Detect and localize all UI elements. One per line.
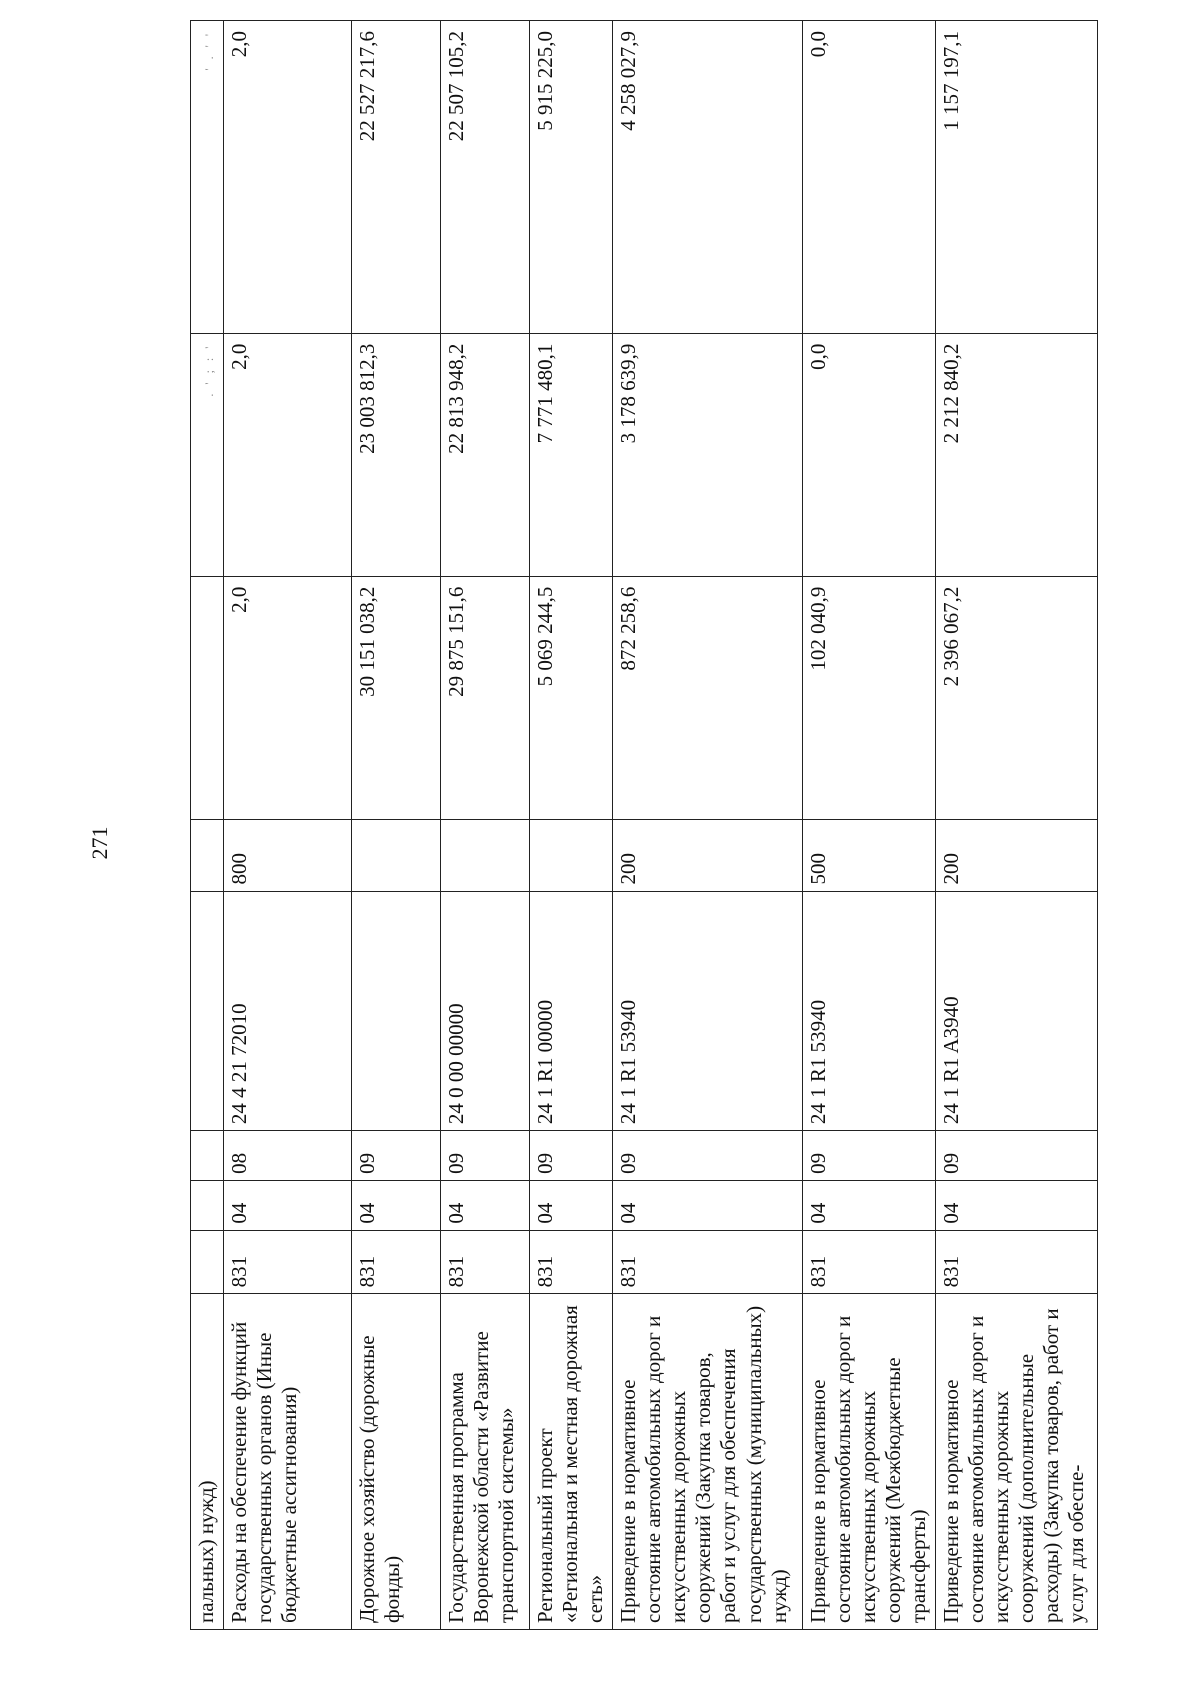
row-description: Приведение в нормативное состояние автомобильных дорог и искусственных дорожных сооружений (Закупка товаров, работ и услуг для обеспечения государственных (муниципальных) нужд) [612,1294,802,1630]
table-row [441,21,530,1630]
expense-type-code [352,819,441,891]
amount-year-1: 2 396 067,2 [935,576,1097,819]
grbs-code: 831 [441,1230,530,1294]
target-article-code: 24 0 00 00000 [441,891,530,1131]
row-description: Приведение в нормативное состояние автомобильных дорог и искусственных дорожных сооружений (Межбюджетные трансферты) [802,1294,935,1630]
amount-year-3: 4 258 027,9 [612,21,802,334]
subsection-code: 09 [441,1131,530,1181]
grbs-code: 831 [530,1230,613,1294]
section-code: 04 [352,1180,441,1230]
header-mark: . ' ; : ' [191,333,224,576]
table-row [802,21,935,1630]
expense-type-code: 200 [935,819,1097,891]
target-article-code: 24 1 R1 00000 [530,891,613,1131]
row-description: Расходы на обеспечение функций государственных органов (Иные бюджетные ассигнования) [224,1294,352,1630]
empty-cell [191,819,224,891]
section-code: 04 [802,1180,935,1230]
page-number: 271 [87,826,112,860]
target-article-code: 24 1 R1 53940 [612,891,802,1131]
empty-cell [191,891,224,1131]
table-row [352,21,441,1630]
amount-year-1: 30 151 038,2 [352,576,441,819]
amount-year-3: 22 527 217,6 [352,21,441,334]
expense-type-code [441,819,530,891]
table-row [530,21,613,1630]
amount-year-2: 3 178 639,9 [612,333,802,576]
amount-year-1: 102 040,9 [802,576,935,819]
subsection-code: 09 [352,1131,441,1181]
amount-year-2: 7 771 480,1 [530,333,613,576]
header-mark: ' . ' ' [191,21,224,334]
subsection-code: 08 [224,1131,352,1181]
amount-year-2: 0,0 [802,333,935,576]
target-article-code: 24 1 R1 53940 [802,891,935,1131]
continuation-cell: пальных) нужд) [191,1294,224,1630]
section-code: 04 [530,1180,613,1230]
table-row-continuation [191,21,224,1630]
expense-type-code [530,819,613,891]
target-article-code: 24 1 R1 A3940 [935,891,1097,1131]
empty-cell [191,576,224,819]
expense-type-code: 800 [224,819,352,891]
row-description: Приведение в нормативное состояние автомобильных дорог и искусственных дорожных сооружений (дополнительные расходы) (Закупка товаров, работ и услуг для обеспе- [935,1294,1097,1630]
subsection-code: 09 [802,1131,935,1181]
target-article-code [352,891,441,1131]
subsection-code: 09 [530,1131,613,1181]
empty-cell [191,1131,224,1181]
amount-year-1: 2,0 [224,576,352,819]
grbs-code: 831 [935,1230,1097,1294]
section-code: 04 [612,1180,802,1230]
grbs-code: 831 [802,1230,935,1294]
subsection-code: 09 [612,1131,802,1181]
amount-year-3: 5 915 225,0 [530,21,613,334]
expense-type-code: 500 [802,819,935,891]
amount-year-2: 2,0 [224,333,352,576]
target-article-code: 24 4 21 72010 [224,891,352,1131]
budget-table-rotated [190,20,1098,1630]
table-row [935,21,1097,1630]
section-code: 04 [224,1180,352,1230]
row-description: Дорожное хозяйство (дорожные фонды) [352,1294,441,1630]
amount-year-2: 2 212 840,2 [935,333,1097,576]
expense-type-code: 200 [612,819,802,891]
amount-year-3: 0,0 [802,21,935,334]
amount-year-2: 22 813 948,2 [441,333,530,576]
section-code: 04 [441,1180,530,1230]
budget-table [190,20,1098,1630]
row-description: Региональный проект «Региональная и местная дорожная сеть» [530,1294,613,1630]
empty-cell [191,1230,224,1294]
row-description: Государственная программа Воронежской области «Развитие транспортной системы» [441,1294,530,1630]
grbs-code: 831 [352,1230,441,1294]
empty-cell [191,1180,224,1230]
amount-year-3: 2,0 [224,21,352,334]
subsection-code: 09 [935,1131,1097,1181]
amount-year-3: 22 507 105,2 [441,21,530,334]
table-row [612,21,802,1630]
grbs-code: 831 [224,1230,352,1294]
amount-year-1: 5 069 244,5 [530,576,613,819]
amount-year-1: 872 258,6 [612,576,802,819]
section-code: 04 [935,1180,1097,1230]
table-row [224,21,352,1630]
amount-year-1: 29 875 151,6 [441,576,530,819]
amount-year-3: 1 157 197,1 [935,21,1097,334]
grbs-code: 831 [612,1230,802,1294]
amount-year-2: 23 003 812,3 [352,333,441,576]
